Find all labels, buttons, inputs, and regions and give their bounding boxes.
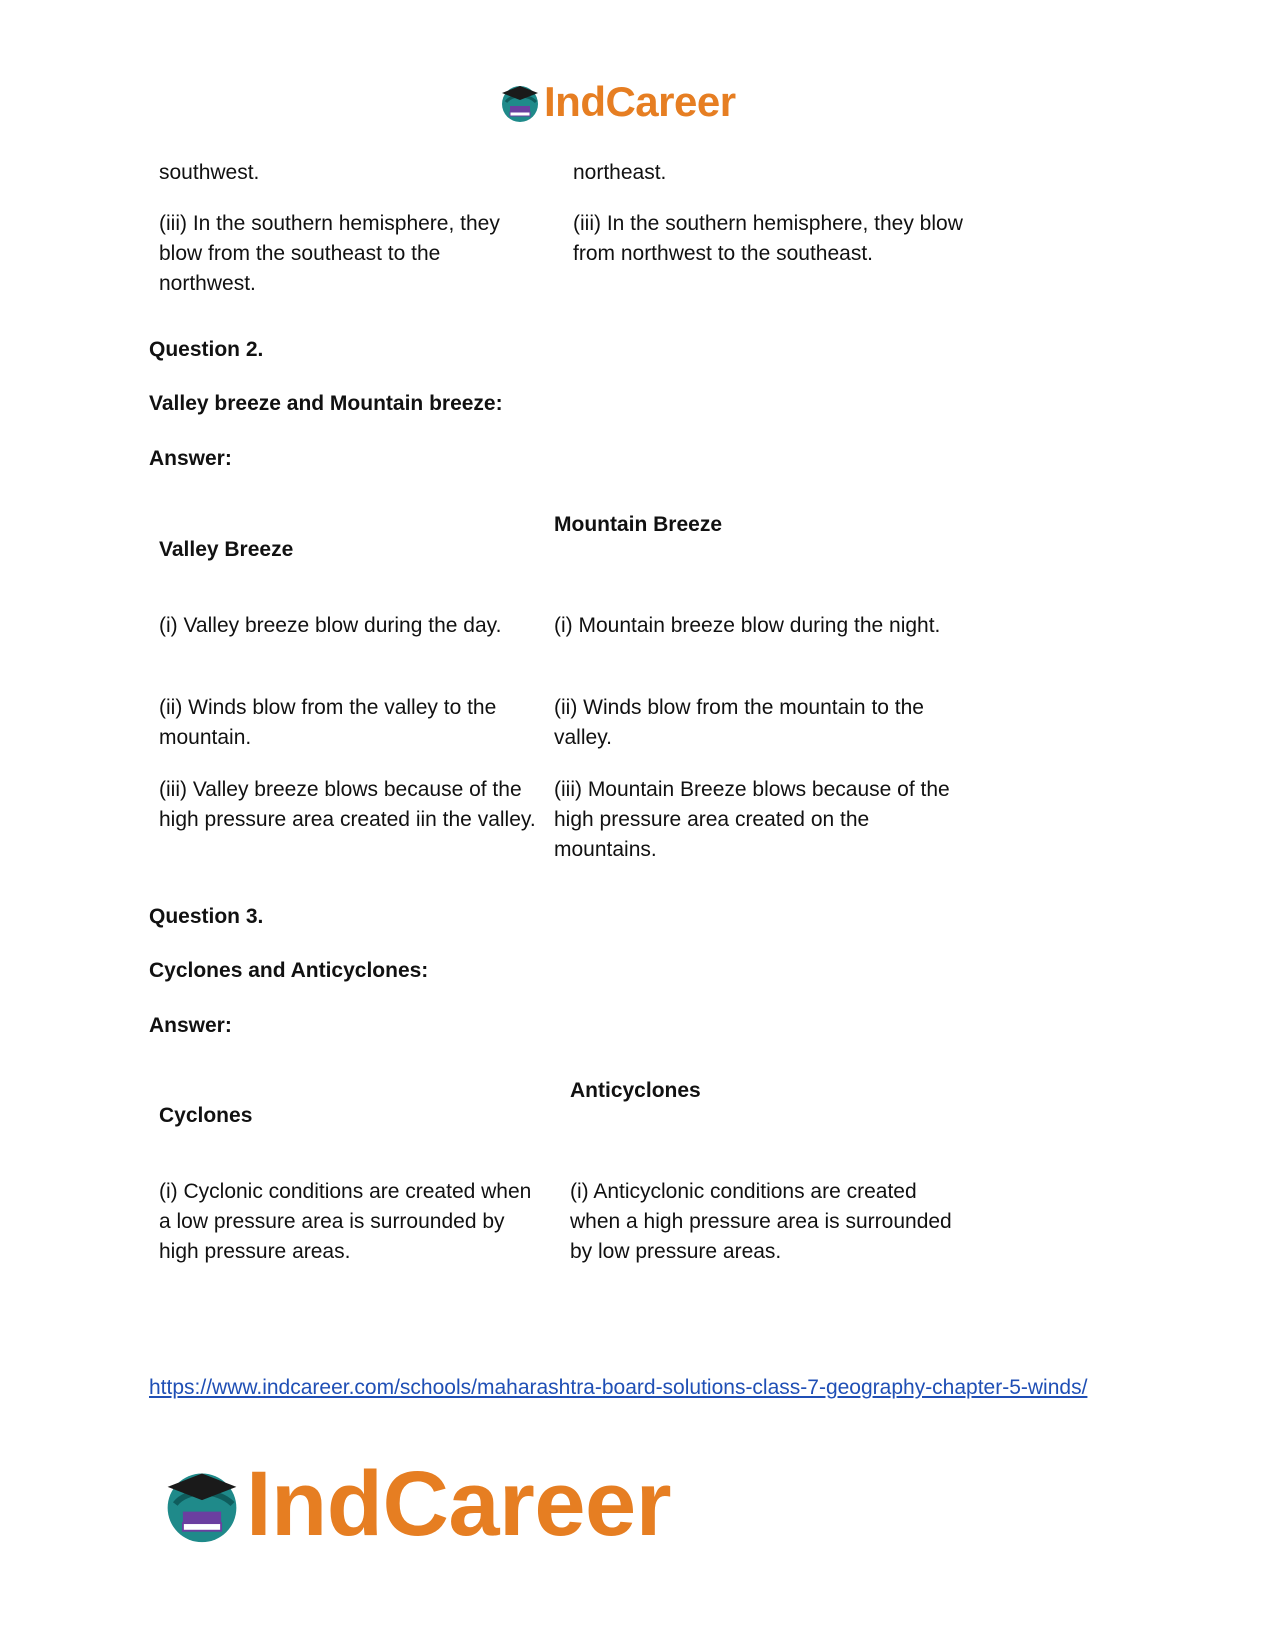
footer-logo — [160, 1453, 671, 1555]
q2-row2-right: (ii) Winds blow from the mountain to the valley. — [554, 696, 924, 749]
winds-left-1: southwest. — [159, 161, 260, 184]
q3-topic: Cyclones and Anticyclones: — [149, 959, 429, 982]
q2-question: Question 2. — [149, 338, 264, 361]
q3-row1-right: (i) Anticyclonic conditions are created when a high pressure area is surrounded by low pressure areas. — [570, 1180, 952, 1263]
q3-col1-head: Cyclones — [159, 1104, 253, 1127]
q3-answer-label: Answer: — [149, 1014, 232, 1037]
source-url-link[interactable]: https://www.indcareer.com/schools/maharashtra-board-solutions-class-7-geography-chapter-5-winds/ — [149, 1376, 1088, 1399]
q2-row2-left: (ii) Winds blow from the valley to the mountain. — [159, 696, 497, 749]
q2-row3-right: (iii) Mountain Breeze blows because of the high pressure area created on the mountains. — [554, 778, 950, 861]
header-logo — [498, 78, 736, 126]
winds-left-2: (iii) In the southern hemisphere, they blow from the southeast to the northwest. — [159, 212, 500, 295]
footer-brand: IndCareer — [246, 1453, 671, 1555]
q2-col1-head: Valley Breeze — [159, 538, 294, 561]
q2-col2-head: Mountain Breeze — [554, 513, 723, 536]
q2-answer-label: Answer: — [149, 447, 232, 470]
winds-right-2: (iii) In the southern hemisphere, they blow from northwest to the southeast. — [573, 212, 963, 265]
graduation-globe-icon — [160, 1462, 244, 1546]
q2-row3-left: (iii) Valley breeze blows because of the high pressure area created iin the valley. — [159, 778, 536, 831]
q3-question: Question 3. — [149, 905, 264, 928]
q2-topic: Valley breeze and Mountain breeze: — [149, 392, 503, 415]
q2-row1-right: (i) Mountain breeze blow during the night. — [554, 614, 941, 637]
header-brand: IndCareer — [544, 78, 736, 125]
q2-row1-left: (i) Valley breeze blow during the day. — [159, 614, 502, 637]
q3-col2-head: Anticyclones — [570, 1079, 701, 1102]
graduation-globe-icon — [498, 80, 542, 124]
q3-row1-left: (i) Cyclonic conditions are created when a low pressure area is surrounded by high pressure areas. — [159, 1180, 532, 1263]
winds-right-1: northeast. — [573, 161, 667, 184]
